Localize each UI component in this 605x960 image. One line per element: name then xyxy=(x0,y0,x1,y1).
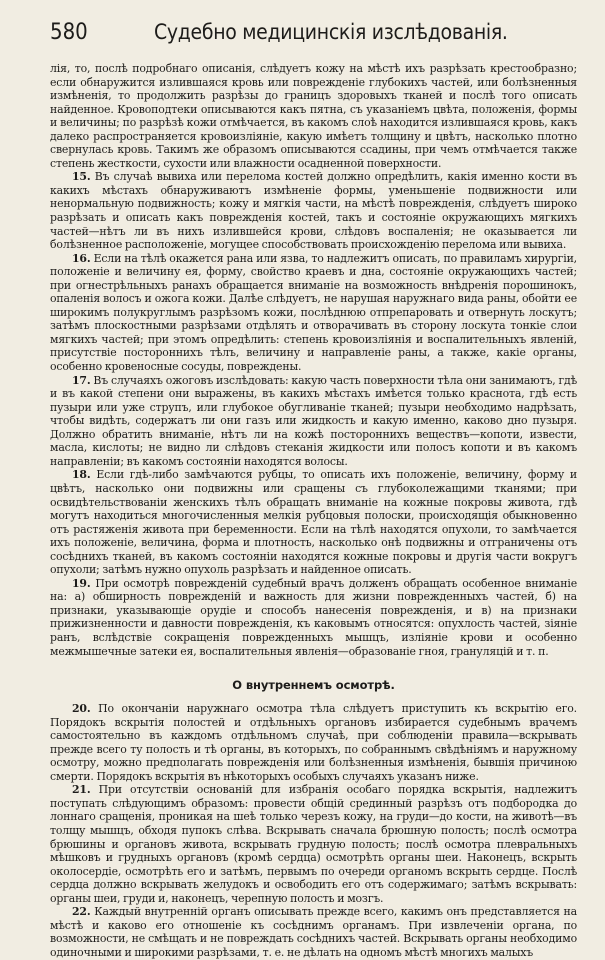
paragraph-number: 15. xyxy=(72,170,91,184)
paragraph-text: При отсутствіи основаній для избранія особаго порядка вскрытія, надлежитъ поступать слѣдующимъ образомъ: провести общій срединный разрѣзъ отъ подбородка до лоннаго сращенія, проникая на шеѣ только черезъ кожу, на груди—до кости, на животѣ—въ толщу мышцъ, обходя пупокъ слѣва. Вскрывать сначала брюшную полость; послѣ осмотра брюшины и органовъ живота, вскрывать грудную полость; послѣ осмотра плевральныхъ мѣшковъ и грудныхъ органовъ (кромѣ сердца) осмотрѣть органы шеи. Наконецъ, вскрыть околосердіе, осмотрѣть его и затѣмъ, первымъ по очереди органомъ вскрыть сердце. Послѣ сердца должно вскрывать желудокъ и освободить его отъ содержимаго; затѣмъ вскрывать: органы шеи, груди и, наконецъ, черепную полость и мозгъ. xyxy=(50,783,578,905)
paragraph-number: 16. xyxy=(72,251,91,265)
paragraph-22 xyxy=(50,905,577,959)
paragraph-number: 21. xyxy=(72,783,91,797)
paragraph-number: 17. xyxy=(72,373,91,387)
running-title: Судебно медицинскія изслѣдованія. xyxy=(154,20,508,44)
paragraph-17 xyxy=(50,374,577,469)
paragraph-15 xyxy=(50,170,577,251)
page-header xyxy=(50,20,577,54)
paragraph-20 xyxy=(50,702,577,783)
paragraph-text: лія, то, послѣ подробнаго описанія, слѣдуетъ кожу на мѣстѣ ихъ разрѣзать крестообразно; если обнаружится излившаяся кровь или поврежденіе глубокихъ частей, или болѣзненныя измѣненія, то продолжить разрѣзы до границъ здоровыхъ тканей и послѣ того описать найденное. Кровоподтеки описываются какъ пятна, съ указаніемъ цвѣта, положенія, формы и величины; по разрѣзѣ кожи отмѣчается, въ какомъ слоѣ находится излившаяся кровь, какъ далеко распространяется кровоизліяніе, какую имѣетъ толщину и цвѣтъ, насколько плотно свернулась кровь. Такимъ же образомъ описываются ссадины, при чемъ отмѣчается также степень жесткости, сухости или влажности осадненной поверхности. xyxy=(50,62,577,170)
paragraph-text: Въ случаяхъ ожоговъ изслѣдовать: какую часть поверхности тѣла они занимаютъ, гдѣ и въ какой степени они выражены, въ какихъ мѣстахъ имѣется только краснота, гдѣ есть пузыри или уже струпъ, или глубокое обугливаніе тканей; пузыри необходимо надрѣзать, чтобы видѣть, содержатъ ли они газъ или жидкость и какую именно, каково дно пузыря. Должно обратить вниманіе, нѣтъ ли на кожѣ постороннихъ веществъ—копоти, извести, масла, кислоты; не видно ли слѣдовъ стеканія жидкости или полосъ копоти и въ какомъ направленіи; въ какомъ состояніи находятся волосы. xyxy=(50,373,577,468)
paragraph-18 xyxy=(50,468,577,576)
section-heading: О внутреннемъ осмотрѣ. xyxy=(232,678,395,693)
paragraph-continued xyxy=(50,62,577,170)
paragraph-21 xyxy=(50,783,577,905)
paragraph-text: Каждый внутренній органъ описывать прежде всего, какимъ онъ представляется на мѣстѣ и каково его отношеніе къ сосѣднимъ органамъ. При извлеченіи органа, по возможности, не смѣщать и не повреждать сосѣднихъ частей. Вскрывать органы необходимо одиночными и широкими разрѣзами, т. е. не дѣлать на одномъ мѣстѣ многихъ малыхъ xyxy=(50,905,578,959)
page-number: 580 xyxy=(50,20,88,45)
paragraph-text: По окончаніи наружнаго осмотра тѣла слѣдуетъ приступить къ вскрытію его. Порядокъ вскрытія полостей и отдѣльныхъ органовъ избирается судебнымъ врачемъ самостоятельно въ каждомъ отдѣльномъ случаѣ, при соблюденіи правила—вскрывать прежде всего ту полость и тѣ органы, въ которыхъ, по собраннымъ свѣдѣніямъ и наружному осмотру, можно предполагать поврежденія или болѣзненныя измѣненія, бывшія причиною смерти. Порядокъ вскрытія въ нѣкоторыхъ особыхъ случаяхъ указанъ ниже. xyxy=(50,702,577,783)
paragraph-text: Если на тѣлѣ окажется рана или язва, то надлежитъ описать, по правиламъ хирургіи, положеніе и величину ея, форму, свойство краевъ и дна, состояніе окружающихъ частей; при огнестрѣльныхъ ранахъ обращается вниманіе на возможность внѣдренія порошинокъ, опаленія волосъ и ожога кожи. Далѣе слѣдуетъ, не нарушая наружнаго вида раны, обойти ее широкимъ полукруглымъ разрѣзомъ кожи, послѣднюю отпрепаровать и отвернуть лоскутъ; затѣмъ плоскостными разрѣзами отдѣлять и отворачивать въ сторону лоскута тонкіе слои мягкихъ частей; при этомъ опредѣлить: степень кровоизліянія и воспалительныхъ явленій, присутствіе постороннихъ тѣлъ, величину и направленіе раны, а также, какіе органы, особенно кровеносные сосуды, повреждены. xyxy=(50,251,577,374)
paragraph-number: 18. xyxy=(72,468,91,482)
body-text xyxy=(50,62,577,959)
paragraph-text: При осмотрѣ поврежденій судебный врачъ долженъ обращать особенное вниманіе на: а) обширность поврежденій и важность для жизни поврежденныхъ частей, б) на признаки, указывающіе орудіе и способъ нанесенія поврежденія, и в) на признаки прижизненности и давности поврежденія, къ каковымъ относятся: опухлость частей, зіяніе ранъ, вслѣдствіе сокращенія поврежденныхъ мышцъ, изліяніе крови и особенно межмышечные затеки ея, воспалительныя явленія—образованіе гноя, грануляцій и т. п. xyxy=(50,576,577,658)
paragraph-number: 22. xyxy=(72,905,91,919)
paragraph-16 xyxy=(50,252,577,374)
paragraph-19 xyxy=(50,577,577,658)
paragraph-number: 19. xyxy=(72,576,91,590)
paragraph-text: Если гдѣ-либо замѣчаются рубцы, то описать ихъ положеніе, величину, форму и цвѣтъ, насколько они подвижны или сращены съ глубоколежащими тканями; при освидѣтельствованіи женскихъ тѣлъ обращать вниманіе на кожные покровы живота, гдѣ могутъ находиться многочисленныя мелкія рубцовыя полоски, происходящія обыкновенно отъ растяженія живота при беременности. Если на тѣлѣ находятся опухоли, то замѣчается ихъ положеніе, величина, форма и плотность, насколько онѣ подвижны и отграничены отъ сосѣднихъ тканей, въ какомъ состояніи находятся кожные покровы и другія части вокругъ опухоли; затѣмъ нужно опухоль разрѣзать и найденное описать. xyxy=(50,468,578,577)
paragraph-number: 20. xyxy=(72,702,91,716)
paragraph-text: Въ случаѣ вывиха или перелома костей должно опредѣлить, какія именно кости въ какихъ мѣстахъ обнаруживаютъ измѣненіе формы, уменьшеніе подвижности или ненормальную подвижность; кожу и мягкія части, на мѣстѣ поврежденія, слѣдуетъ широко разрѣзать и описать какъ поврежденія костей, такъ и состояніе окружающихъ мягкихъ частей—нѣтъ ли въ нихъ излившейся крови, слѣдовъ воспаленія; не оказывается ли болѣзненное расположеніе, могущее способствовать происхожденію перелома или вывиха. xyxy=(50,170,577,252)
